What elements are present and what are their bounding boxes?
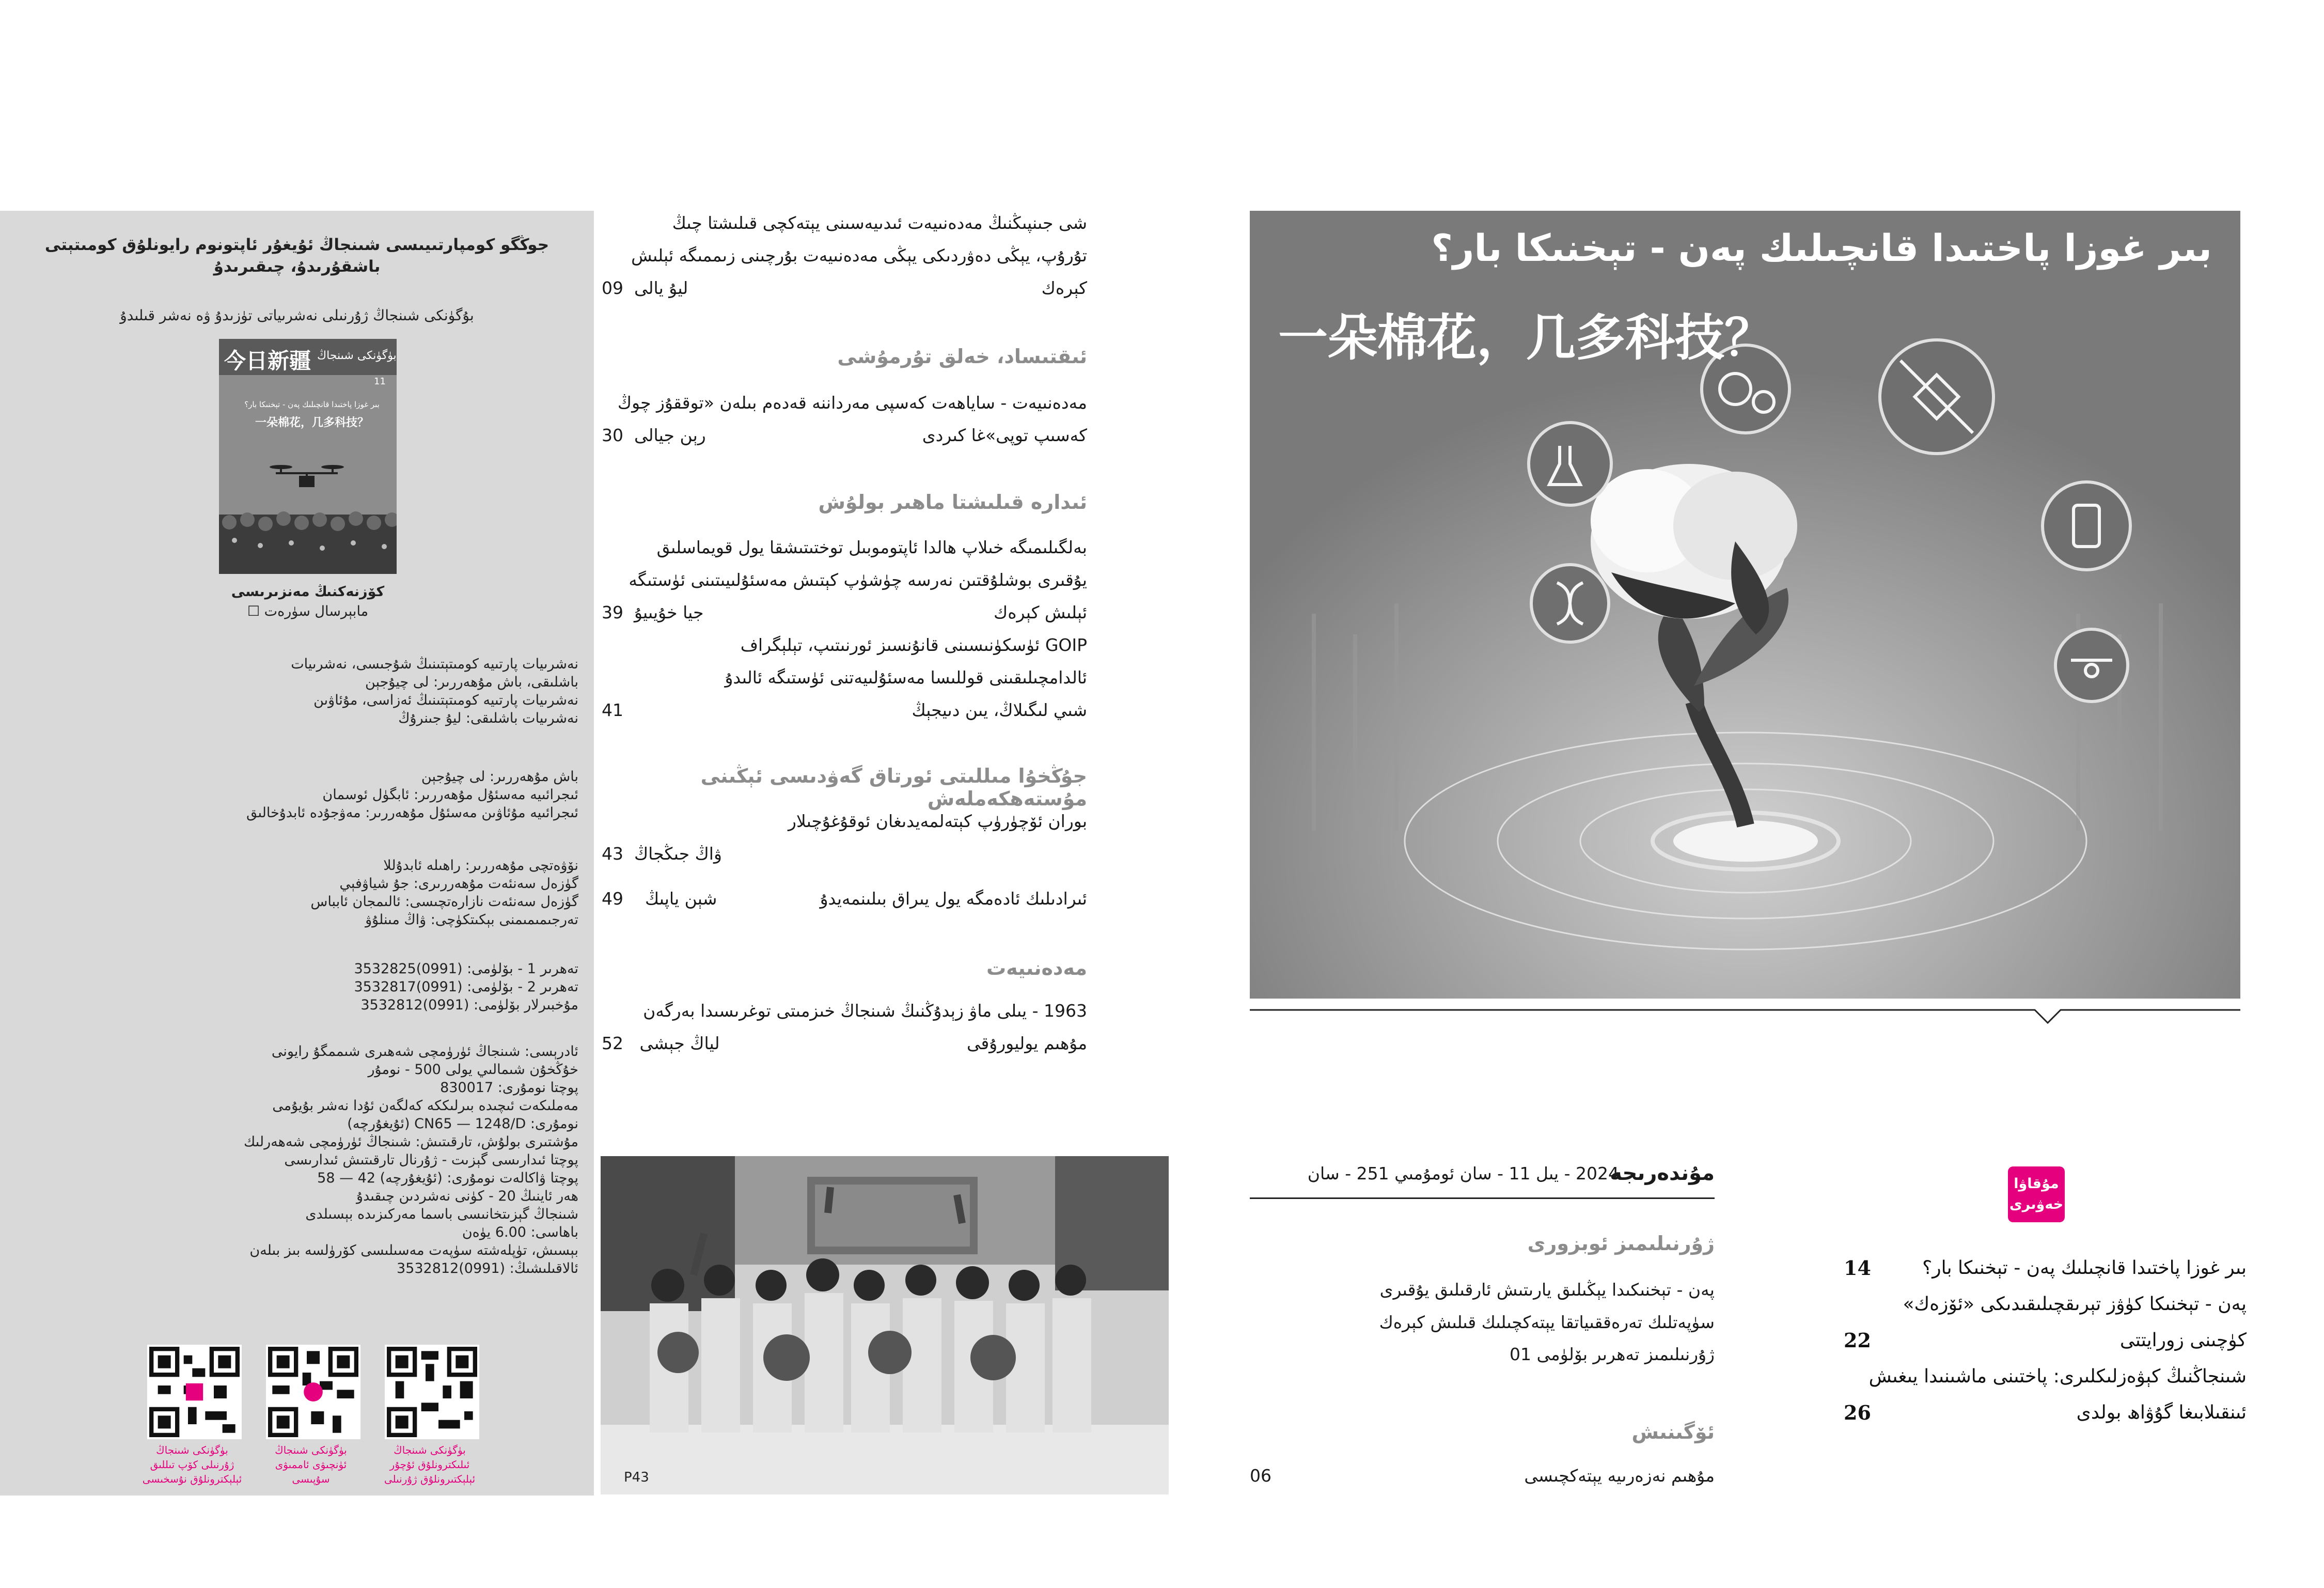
toc-entry-culture-lead[interactable]: شى جىنپىڭنىڭ مەدەنىيەت ئىدىيەسىنى يېتەكچى قىلىشتا چىڭ تۇرۇپ، يېڭى دەۋردىكى يېڭى مەدەنىيەت بۇرچىنى زىممىگە ئېلىش <box>631 213 1087 266</box>
toc-page-author: 39 جيا خۇيىيۇ <box>602 602 704 622</box>
toc-page-author: 52 لياڭ جېشى <box>602 1033 720 1053</box>
cover-headline-cn: 一朵棉花，几多科技？ <box>255 416 369 429</box>
sponsor-title: جوڭگو كومپارتىيىسى شىنجاڭ ئۇيغۇر ئاپتونوم رايونلۇق كومىتېتى باشقۇرىدۇ، چىقىرىدۇ <box>44 236 549 276</box>
cover-story-page: 22 <box>1844 1329 1871 1352</box>
group-photo <box>601 1156 1169 1494</box>
cover-sub-caption: مابېرسال سۈرەت ☐ <box>247 603 369 619</box>
toc-entry-tourism[interactable]: مەدەنىيەت - ساياھەت كەسپى مەرداننە قەدەم بىلەن «توققۇز چوڭ <box>617 393 1087 413</box>
cover-title-cn: 一朵棉花，几多科技？ <box>1278 309 1774 367</box>
checkbox-square-icon: ☐ <box>247 603 260 619</box>
qr-code-1[interactable] <box>147 1345 242 1439</box>
toc-header-rule <box>1250 1197 1715 1199</box>
cover-story-page: 26 <box>1844 1401 1871 1424</box>
qr-caption-3: بۈگۈنكى شىنجاڭ ئىلىكترونلۇق ئۇچۇر ئېلېكتىرونلۇق ژۇرنىلى <box>384 1444 476 1485</box>
cover-masthead-ug: بۈگۈنكى شىنجاڭ <box>317 349 397 362</box>
staff-block-1: نەشرىيات پارتىيە كومىتېتىنىڭ شۇجىسى، نەشرىيات باشلىقى، باش مۇھەررىر: لى چيۇجېن نەشرىيات پارتىيە كومىتېتىنىڭ ئەزاسى، مۇئاۋىن نەشرىيات باشلىقى: ليۇ جىنرۇڭ <box>291 656 578 726</box>
notched-divider <box>1250 1007 2240 1028</box>
toc-entry-tail: كېرەك <box>1041 278 1087 298</box>
cover-issue: 11 <box>374 376 386 387</box>
cover-title-ug: بىر غوزا پاختىدا قانچىلىك پەن - تېخنىكا بار؟ <box>1431 226 2212 270</box>
section-heading-study: ئۆگىنىش <box>1631 1421 1715 1443</box>
qr-code-2[interactable] <box>266 1345 360 1439</box>
toc-entry-mao[interactable]: 1963 - يىلى ماۋ زېدۇڭنىڭ شىنجاڭ خىزمىتى توغرىسىدا بەرگەن <box>643 1001 1087 1021</box>
cover-story-item-tail: ئىنقىلابىغا گۇۋاھ بولدى <box>2076 1402 2247 1423</box>
publisher-line: بۇگۈنكى شىنجاڭ ژۇرنىلى نەشرىياتى تۈزىدۇ ۋە نەشر قىلىدۇ <box>120 307 474 324</box>
cover-masthead-cn: 今日新疆 <box>224 348 311 373</box>
address-block: ئادرېسى: شىنجاڭ ئۈرۈمچى شەھىرى شىممگۇ رايونى خۇڭخۇن شىمالىي يولى 500 - نومۇر پوچتا نومۇرى: 830017 مەملىكەت ئىچىدە بىرلىككە كەلگەن ئۇدا نەشر بۇيۇمى نومۇرى: CN65 — 1248/D (ئۇيغۇرچە) مۇشتىرى بولۇش، تارقىتىش: شىنجاڭ ئۈرۈمچى شەھەرلىك پوچتا ئىدارىسى گېزىت - ژۇرنال تارقىتىش ئىدارىسى پوچتا ۋاكالەت نومۇرى: (ئۇيغۇرچە) 42 — 58 ھەر ئاينىڭ 20 - كۈنى نەشردىن چىقىدۇ شىنجاڭ گېزىتخانىسى باسما مەركىزىدە بېسىلدى باھاسى: 6.00 يۈەن بېسىش، تۈپلەشتە سۈپەت مەسىلىسى كۆرۈلسە بىز بىلەن ئالاقىلىشىڭ: (0991)3532812 <box>244 1044 578 1276</box>
toc-page-author: 30 رېن جيالى <box>602 425 706 445</box>
cover-story-item[interactable]: شىنجاڭنىڭ كېۋەزلىكلىرى: پاختىنى ماشىنىدا يىغىش <box>1868 1366 2247 1387</box>
qr-code-3[interactable] <box>385 1345 479 1439</box>
toc-title: مۇندەرىجە <box>1610 1161 1715 1185</box>
cover-story-item-tail: كۈچىنى زورايتتى <box>2119 1330 2247 1351</box>
cover-story-page: 14 <box>1844 1256 1871 1280</box>
cover-story-badge: مۇقاۋا خەۋىرى <box>2008 1166 2065 1222</box>
toc-entry-goip-tail: شىي لىگىلاڭ، يىن دىيجېڭ <box>912 700 1087 720</box>
cover-thumbnail <box>219 339 397 574</box>
phone-list: تەھرىر 1 - بۆلۈمى: (0991)3532825 تەھرىر 2 - بۆلۈمى: (0991)3532817 مۇخبىرلار بۆلۈمى: (0991)3532812 <box>354 961 578 1013</box>
section-heading-editorial: ژۇرنىلىمىز ئوبزورى <box>1527 1232 1715 1255</box>
toc-entry-goip[interactable]: GOIP ئۈسكۈنىسىنى قانۇنسىز ئورنىتىپ، تېلېگراف ئالدامچىلىقىنى قوللىسا مەسئۇلىيەتنى ئۈستىگە ئالىدۇ <box>725 635 1087 688</box>
toc-entry-tourism-tail: كەسىپ توپى»غا كىردى <box>922 425 1087 445</box>
toc-entry-theory[interactable]: مۇھىم نەزەرىيە يېتەكچىسى <box>1524 1466 1715 1486</box>
toc-page-number: 41 <box>602 700 623 720</box>
toc-entry-mao-tail: مۇھىم يوليورۇقى <box>967 1033 1087 1053</box>
toc-entry-willpower[interactable]: ئىرادىلىك ئادەمگە يول يىراق بىلىنمەيدۇ <box>820 889 1087 909</box>
cover-headline-ug: بىر غوزا پاختىدا قانچىلىك پەن - تېخنىكا بار؟ <box>244 400 380 409</box>
qr-caption-2: بۈگۈنكى شىنجاڭ ئۈنچىۋى ئاممىۋى سۇپىسى <box>275 1444 347 1485</box>
toc-header <box>1250 1161 1715 1192</box>
drone-field-image <box>219 437 397 574</box>
toc-entry-editorial-tail: ژۇرنىلىمىز تەھرىر بۆلۈمى 01 <box>1510 1344 1715 1364</box>
toc-entry-students[interactable]: بوران ئۆچۈرۈپ كېتەلمەيدىغان ئوقۇغۇچىلار <box>788 811 1087 831</box>
cover-story-item[interactable]: پەن - تېخنىكا كۈۋز تېرىقچىلىقىدىكى «ئۆزەك» <box>1903 1294 2247 1315</box>
cover-caption: كۆزنەكنىڭ مەنزىرىسى <box>231 584 385 600</box>
colophon-panel <box>0 211 594 1496</box>
section-heading-culture: مەدەنىيەت <box>986 957 1087 979</box>
qr-caption-1: بۈگۈنكى شىنجاڭ ژۇرنىلى كۆپ تىللىق ئېلېكترونلۇق نۇسخىسى <box>142 1444 242 1485</box>
issue-info: 2024 - يىل 11 - سان ئومۇمىي 251 - سان <box>1307 1163 1619 1184</box>
section-heading-economy: ئىقتىساد، خەلق تۇرمۇشى <box>837 345 1087 368</box>
toc-page-author: 49 شېن ياپىڭ <box>602 889 717 909</box>
section-heading-governance: ئىدارە قىلىشتا ماھىر بولۇش <box>818 491 1087 513</box>
staff-block-3: نۆۋەتچى مۇھەررىر: راھىلە ئابدۇللا گۈزەل سەنئەت مۇھەررىرى: جۇ شياۋفېي گۈزەل سەنئەت نازارەتچىسى: ئالىمجان ئابباس تەرجىمىمىمنى بېكىتكۈچى: ۋاڭ مىنلۇۋ <box>310 858 578 928</box>
toc-entry-innovation[interactable]: پەن - تېخنىكىدا يېڭىلىق يارىتىش ئارقىلىق يۇقىرى سۈپەتلىك تەرەققىياتقا يېتەكچىلىك قىلىش كېرەك <box>1379 1280 1715 1332</box>
cover-story-item[interactable]: بىر غوزا پاختىدا قانچىلىك پەن - تېخنىكا بار؟ <box>1922 1257 2247 1279</box>
photo-page-label: P43 <box>624 1470 649 1485</box>
toc-entry-parking[interactable]: بەلگىلىمىگە خىلاپ ھالدا ئاپتوموبىل توختىتىشقا يول قويماسلىق يۇقىرى بوشلۇقتىن نەرسە چۈشۈپ كېتىش مەسئۇلىيىتىنى ئۈستىگە <box>629 537 1087 590</box>
staff-block-2: باش مۇھەررىر: لى چيۇجېن ئىجرائىيە مەسئۇل مۇھەررىر: ئابگۈل ئوسمان ئىجرائىيە مۇئاۋىن مەسئۇل مۇھەررىر: مەۋجۇدە ئابدۇخالىق <box>246 769 578 821</box>
toc-page-author: 43 ۋاڭ جىڭجاڭ <box>602 844 722 864</box>
toc-page-author: 09 ليۇ يالى <box>602 278 688 298</box>
toc-entry-parking-tail: ئېلىش كېرەك <box>994 602 1087 622</box>
section-heading-unity: جۇڭخۇا مىللىتى ئورتاق گەۋدىسى ئېڭىنى مۇستەھكەملەش <box>700 765 1087 810</box>
toc-page-number: 06 <box>1250 1466 1271 1486</box>
smartphone-icon <box>2043 482 2130 570</box>
cover-image <box>1250 211 2240 999</box>
